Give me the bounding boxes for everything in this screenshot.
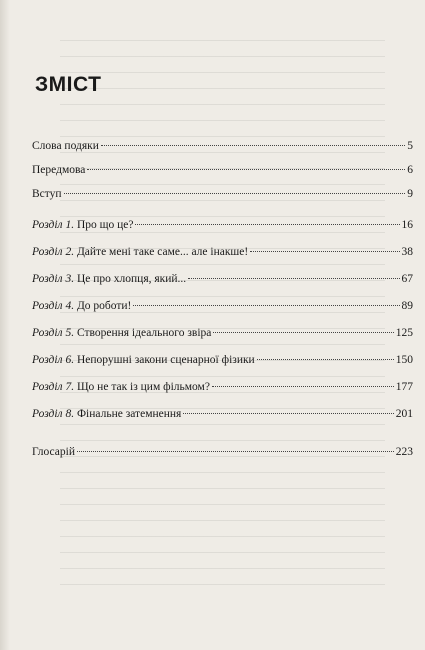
dot-leader [135,224,399,225]
chapter-title: Непорушні закони сценарної фізики [76,354,255,366]
toc-entry-page: 16 [401,219,413,231]
chapter-title: Про що це? [76,219,134,231]
chapter-title: Фінальне затемнення [76,408,182,420]
toc-entry-chapter-4 [32,296,413,317]
toc-entry-introduction [32,184,413,205]
toc-entry-page: 38 [401,246,413,258]
toc-entry-label: Слова подяки [32,140,99,152]
chapter-title: Дайте мені таке саме... але інакше! [76,246,249,258]
page-title: ЗМІСТ [35,73,102,96]
toc-entry-page: 89 [401,300,413,312]
toc-entry-acknowledgements [32,136,413,157]
toc-entry-chapter-5 [32,323,413,344]
dot-leader [87,169,405,170]
page-spine-shadow [0,0,10,650]
toc-entry-page: 67 [401,273,413,285]
dot-leader [183,413,393,414]
dot-leader [257,359,394,360]
dot-leader [188,278,399,279]
toc-entry-glossary [32,442,413,463]
dot-leader [212,386,394,387]
dot-leader [64,193,406,194]
toc-entry-page: 223 [395,446,413,458]
chapter-prefix: Розділ 3. [32,273,75,285]
chapter-prefix: Розділ 2. [32,246,75,258]
chapter-prefix: Розділ 6. [32,354,75,366]
toc-entry-page: 125 [395,327,413,339]
toc-entry-label: Передмова [32,164,86,176]
toc-entry-chapter-1 [32,215,413,236]
chapter-prefix: Розділ 1. [32,219,75,231]
toc-entry-foreword [32,160,413,181]
dot-leader [213,332,393,333]
chapter-prefix: Розділ 7. [32,381,75,393]
toc-entry-chapter-3 [32,269,413,290]
toc-entry-page: 177 [395,381,413,393]
toc-entry-chapter-7 [32,377,413,398]
toc-entry-page: 5 [407,140,413,152]
chapter-title: Це про хлопця, який... [76,273,187,285]
toc-entry-chapter-8 [32,404,413,425]
toc-entry-page: 201 [395,408,413,420]
dot-leader [250,251,399,252]
chapter-prefix: Розділ 5. [32,327,75,339]
toc-entry-page: 9 [407,188,413,200]
toc-entry-chapter-6 [32,350,413,371]
dot-leader [101,145,405,146]
chapter-prefix: Розділ 4. [32,300,75,312]
dot-leader [133,305,399,306]
toc-entry-label: Глосарій [32,446,76,458]
toc-entry-chapter-2 [32,242,413,263]
dot-leader [77,451,394,452]
toc-entry-page: 150 [395,354,413,366]
toc-entry-page: 6 [407,164,413,176]
table-of-contents [32,136,413,463]
chapter-prefix: Розділ 8. [32,408,75,420]
chapter-title: Створення ідеального звіра [76,327,212,339]
toc-entry-label: Вступ [32,188,62,200]
chapter-title: До роботи! [76,300,132,312]
chapter-title: Що не так із цим фільмом? [76,381,210,393]
